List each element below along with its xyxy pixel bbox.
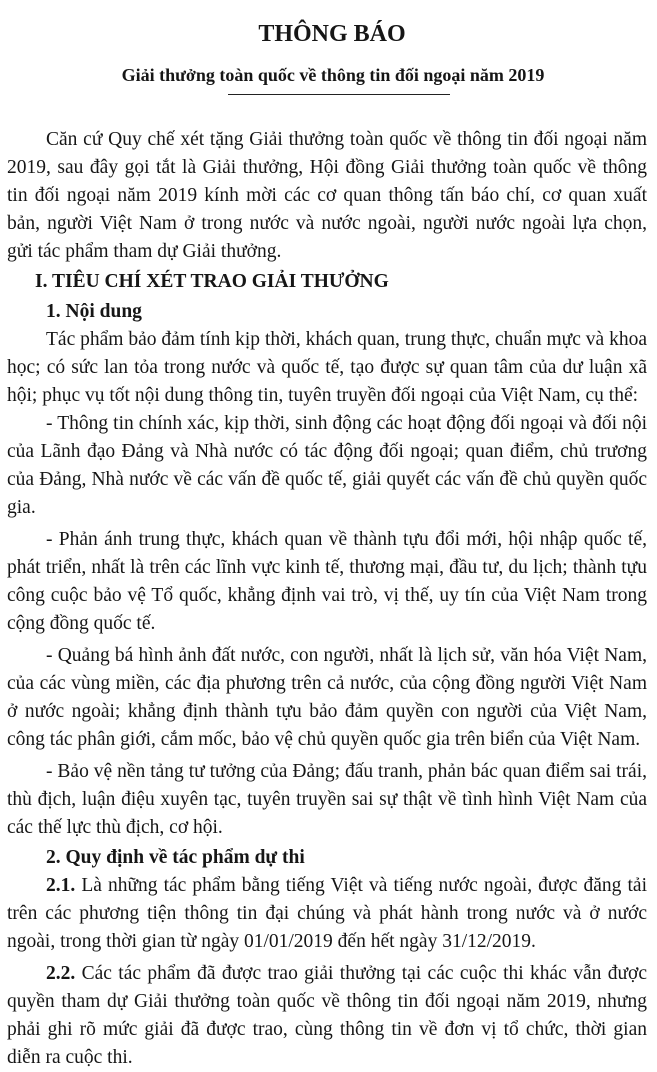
rule-paragraph bbox=[7, 960, 647, 1072]
page-subtitle: Giải thưởng toàn quốc về thông tin đối ngoại năm 2019 bbox=[121, 65, 545, 85]
bullet-paragraph: - Phản ánh trung thực, khách quan về thành tựu đổi mới, hội nhập quốc tế, phát triển, nhất là trên các lĩnh vực kinh tế, thương mại, đầu tư, du lịch; thành tựu công cuộc bảo vệ Tổ quốc, khẳng định vai trò, vị thế, uy tín của Việt Nam trong cộng đồng quốc tế. bbox=[7, 529, 647, 634]
intro-paragraph: Căn cứ Quy chế xét tặng Giải thưởng toàn quốc về thông tin đối ngoại năm 2019, sau đây gọi tắt là Giải thưởng, Hội đồng Giải thưởng toàn quốc về thông tin đối ngoại năm 2019 kính mời các cơ quan thông tấn báo chí, cơ quan xuất bản, người Việt Nam ở trong nước và nước ngoài, người nước ngoài lựa chọn, gửi tác phẩm tham dự Giải thưởng. bbox=[7, 129, 647, 262]
content-paragraph: Tác phẩm bảo đảm tính kịp thời, khách quan, trung thực, chuẩn mực và khoa học; có sức lan tỏa trong nước và quốc tế, tạo được sự quan tâm của dư luận xã hội; phục vụ tốt nội dung thông tin, tuyên truyền đối ngoại của Việt Nam, cụ thể: bbox=[7, 329, 647, 406]
subtitle-underline bbox=[228, 94, 450, 95]
rule-text: Là những tác phẩm bằng tiếng Việt và tiếng nước ngoài, được đăng tải trên các phương tiện thông tin đại chúng và phát hành trong nước và ở nước ngoài, trong thời gian từ ngày 01/01/2019 đến hết ngày 31/12/2019. bbox=[7, 875, 647, 952]
bullet-paragraph: - Bảo vệ nền tảng tư tưởng của Đảng; đấu tranh, phản bác quan điểm sai trái, thù địch, luận điệu xuyên tạc, tuyên truyền sai sự thật về tình hình Việt Nam của các thế lực thù địch, cơ hội. bbox=[7, 761, 647, 838]
rule-text: Các tác phẩm đã được trao giải thưởng tại các cuộc thi khác vẫn được quyền tham dự Giải thưởng toàn quốc về thông tin đối ngoại năm 2019, nhưng phải ghi rõ mức giải đã được trao, cùng thông tin về đơn vị tổ chức, thời gian diễn ra cuộc thi. bbox=[7, 963, 647, 1068]
page-title: THÔNG BÁO bbox=[258, 21, 406, 47]
rule-paragraph bbox=[7, 872, 647, 956]
bullet-paragraph: - Quảng bá hình ảnh đất nước, con người, nhất là lịch sử, văn hóa Việt Nam, của các vùng miền, các địa phương trên cả nước, của cộng đồng người Việt Nam ở nước ngoài; khẳng định thành tựu bảo đảm quyền con người của Việt Nam, công tác phân giới, cắm mốc, bảo vệ chủ quyền quốc gia trên biển của Việt Nam. bbox=[7, 645, 647, 750]
rule-number: 2.2. bbox=[46, 963, 76, 984]
rule-number: 2.1. bbox=[46, 875, 76, 896]
bullet-paragraph: - Thông tin chính xác, kịp thời, sinh động các hoạt động đối ngoại và đối nội của Lãnh đạo Đảng và Nhà nước có tác động đối ngoại; quan điểm, chủ trương của Đảng, Nhà nước về các vấn đề quốc tế, giải quyết các vấn đề chủ quyền quốc gia. bbox=[7, 413, 647, 518]
section-heading: I. TIÊU CHÍ XÉT TRAO GIẢI THƯỞNG bbox=[35, 271, 389, 292]
subsection-heading-rules: 2. Quy định về tác phẩm dự thi bbox=[46, 847, 305, 868]
subsection-heading-content: 1. Nội dung bbox=[46, 301, 142, 322]
